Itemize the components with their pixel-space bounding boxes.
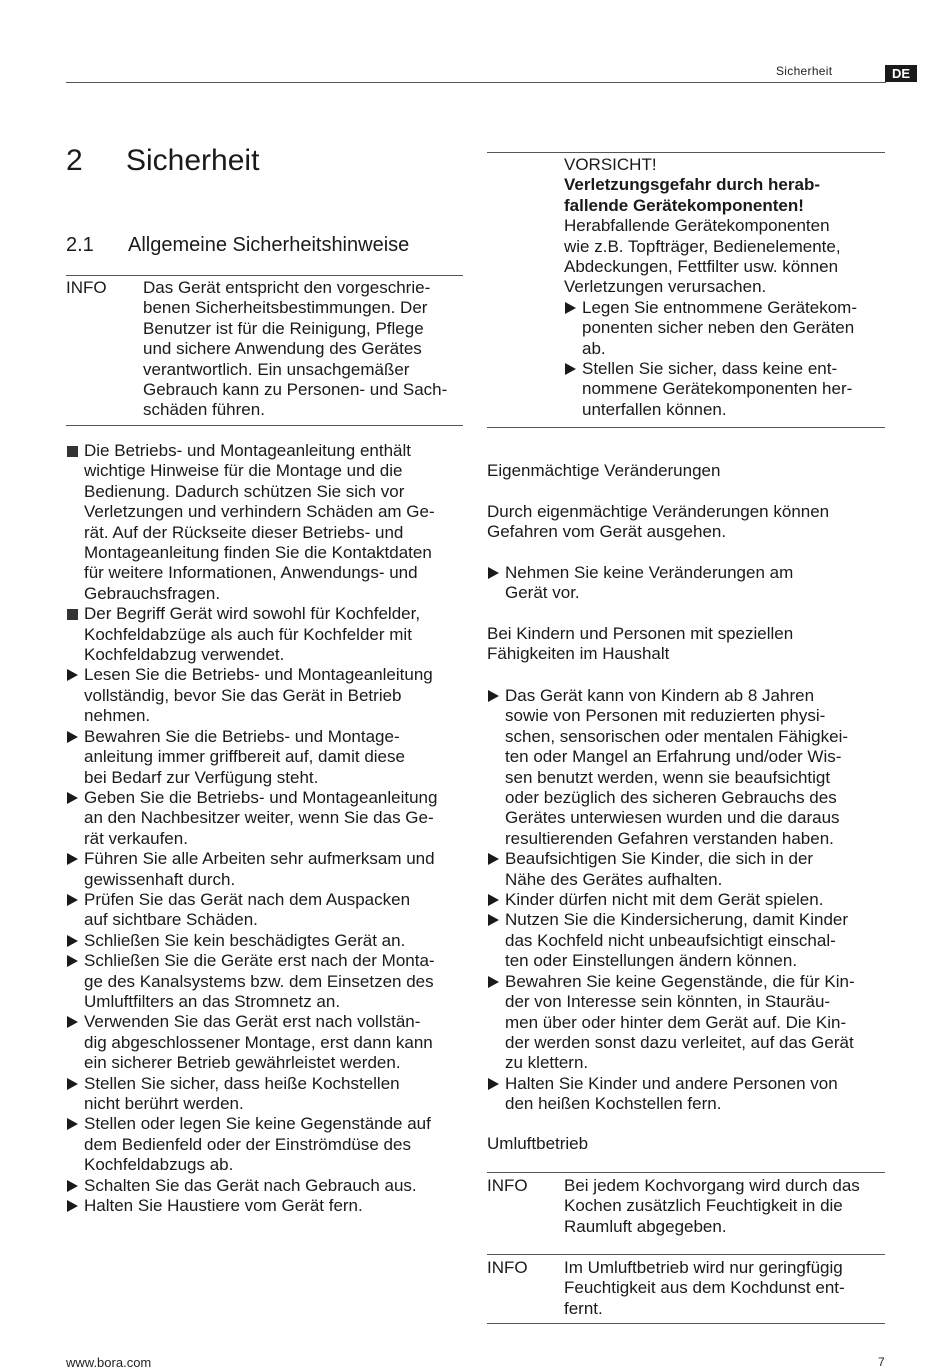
info-text (564, 1258, 885, 1323)
list-item-line: ge des Kanalsystems bzw. dem Einsetzen des (84, 971, 434, 991)
header-section-title: Sicherheit (776, 64, 833, 78)
list-item (487, 1074, 887, 1115)
caution-box (487, 152, 885, 428)
arrow-bullet-icon (67, 894, 78, 906)
info-line: verantwortlich. Ein unsachgemäßer (143, 359, 410, 379)
list-item-line: Kochfeldabzug verwendet. (84, 645, 285, 665)
arrow-bullet-icon (67, 853, 78, 865)
list-item-line: wichtige Hinweise für die Montage und die (84, 461, 403, 481)
list-item-line: Gebrauchsfragen. (84, 583, 221, 603)
list-item-line: dem Bedienfeld oder der Einströmdüse des (84, 1134, 411, 1154)
list-item-line: für weitere Informationen, Anwendungs- und (84, 563, 418, 583)
list-item-line: Kinder dürfen nicht mit dem Gerät spielen. (505, 890, 824, 910)
arrow-bullet-icon (67, 1016, 78, 1028)
list-item (66, 441, 466, 604)
info-box-recirculation-a (487, 1172, 885, 1242)
list-item (564, 359, 884, 420)
list-item-line: der werden sonst dazu verleitet, auf das Gerät (505, 1032, 854, 1052)
info-line: schäden führen. (143, 400, 265, 420)
modifications-text (487, 502, 885, 543)
list-item (66, 890, 466, 931)
list-item-line: Lesen Sie die Betriebs- und Montageanleitung (84, 665, 433, 685)
arrow-bullet-icon (488, 914, 499, 926)
list-item-line: Stellen Sie sicher, dass heiße Kochstellen (84, 1073, 400, 1093)
list-item-line: men über oder hinter dem Gerät auf. Die Kin- (505, 1012, 847, 1032)
info-label: INFO (487, 1176, 528, 1195)
list-item-line: Halten Sie Haustiere vom Gerät fern. (84, 1196, 363, 1216)
list-item-line: Stellen Sie sicher, dass keine ent- (582, 359, 838, 379)
list-item-line: Gerät vor. (505, 583, 580, 603)
square-bullet-icon (67, 609, 78, 620)
arrow-bullet-icon (488, 853, 499, 865)
list-item (66, 1114, 466, 1175)
arrow-bullet-icon (488, 976, 499, 988)
arrow-bullet-icon (488, 1078, 499, 1090)
caution-line: Verletzungen verursachen. (564, 277, 767, 297)
list-item-line: sen benutzt werden, wenn sie beaufsichtigt (505, 767, 831, 787)
list-item-line: Nähe des Gerätes aufhalten. (505, 869, 723, 889)
children-heading-line: Fähigkeiten im Haushalt (487, 644, 670, 664)
chapter-title-text: Sicherheit (126, 144, 260, 177)
list-item (487, 910, 887, 971)
list-item-line: Stellen oder legen Sie keine Gegenstände auf (84, 1114, 431, 1134)
list-item (487, 563, 885, 604)
modifications-heading: Eigenmächtige Veränderungen (487, 461, 721, 480)
list-item-line: der von Interesse sein könnten, in Stauräu- (505, 992, 831, 1012)
list-item-line: dig abgeschlossener Montage, erst dann kann (84, 1032, 433, 1052)
list-item (66, 1176, 466, 1196)
list-item-line: Geben Sie die Betriebs- und Montageanleitung (84, 787, 438, 807)
arrow-bullet-icon (488, 567, 499, 579)
list-item-line: Kochfeldabzüge als auch für Kochfelder mit (84, 624, 412, 644)
caution-actions-list (564, 298, 884, 420)
arrow-bullet-icon (67, 1180, 78, 1192)
info-box-recirculation-b (487, 1254, 885, 1324)
list-item-line: Kochfeldabzugs ab. (84, 1155, 234, 1175)
list-item-line: Das Gerät kann von Kindern ab 8 Jahren (505, 686, 815, 705)
info-line: Kochen zusätzlich Feuchtigkeit in die (564, 1196, 843, 1216)
arrow-bullet-icon (67, 1200, 78, 1212)
list-item (66, 849, 466, 890)
children-heading (487, 624, 793, 665)
list-item (66, 727, 466, 788)
list-item (487, 686, 887, 849)
chapter-title (66, 144, 259, 178)
caution-line: Abdeckungen, Fettfilter usw. können (564, 257, 839, 277)
list-item (66, 1196, 466, 1216)
list-item-line: Verwenden Sie das Gerät erst nach vollstän- (84, 1012, 421, 1032)
list-item-line: Halten Sie Kinder und andere Personen von (505, 1073, 838, 1093)
list-item-line: anleitung immer griffbereit auf, damit diese (84, 747, 405, 767)
list-item-line: Verletzungen und verhindern Schäden am Ge- (84, 502, 435, 522)
arrow-bullet-icon (488, 690, 499, 702)
info-line: Bei jedem Kochvorgang wird durch das (564, 1176, 860, 1195)
list-item-line: nicht berührt werden. (84, 1094, 244, 1113)
list-item (487, 849, 887, 890)
language-badge: DE (885, 65, 917, 82)
caution-title: VORSICHT! (564, 155, 657, 174)
section-title-text: Allgemeine Sicherheitshinweise (128, 234, 410, 256)
list-item-line: zu klettern. (505, 1053, 589, 1073)
list-item-line: an den Nachbesitzer weiter, wenn Sie das Ge- (84, 808, 434, 828)
info-line: und sichere Anwendung des Gerätes (143, 339, 422, 359)
list-item-line: Bedienung. Dadurch schützen Sie sich vor (84, 481, 405, 501)
info-line: Im Umluftbetrieb wird nur geringfügig (564, 1258, 843, 1277)
list-item-line: vollständig, bevor Sie das Gerät in Betrieb (84, 685, 402, 705)
list-item-line: Nehmen Sie keine Veränderungen am (505, 563, 794, 582)
list-item-line: Umluftfilters an das Stromnetz an. (84, 991, 341, 1011)
info-text (143, 278, 463, 425)
caution-line: wie z.B. Topfträger, Bedienelemente, (564, 236, 841, 256)
list-item-line: nehmen. (84, 706, 151, 726)
list-item-line: Die Betriebs- und Montageanleitung enthält (84, 441, 411, 460)
list-item-line: auf sichtbare Schäden. (84, 910, 258, 930)
list-item-line: das Kochfeld nicht unbeaufsichtigt einschal- (505, 930, 836, 950)
list-item-line: Prüfen Sie das Gerät nach dem Auspacken (84, 889, 411, 909)
caution-bold-line: Verletzungsgefahr durch herab- (564, 175, 820, 195)
chapter-number: 2 (66, 144, 83, 177)
children-heading-line: Bei Kindern und Personen mit speziellen (487, 624, 794, 643)
list-item (66, 665, 466, 726)
arrow-bullet-icon (67, 792, 78, 804)
square-bullet-icon (67, 446, 78, 457)
list-item-line: sowie von Personen mit reduzierten physi- (505, 706, 826, 726)
info-line: Das Gerät entspricht den vorgeschrie- (143, 278, 431, 297)
info-line: Raumluft abgegeben. (564, 1216, 727, 1236)
list-item-line: Führen Sie alle Arbeiten sehr aufmerksam und (84, 849, 435, 869)
list-item-line: rät verkaufen. (84, 828, 188, 848)
arrow-bullet-icon (67, 935, 78, 947)
list-item-line: ten oder Einstellungen ändern können. (505, 951, 798, 971)
list-item-line: ab. (582, 338, 606, 358)
list-item-line: Gerätes unterwiesen wurden und die daraus (505, 808, 840, 828)
list-item-line: unterfallen können. (582, 399, 727, 419)
arrow-bullet-icon (67, 1118, 78, 1130)
info-box-general (66, 275, 463, 426)
modifications-line: Gefahren vom Gerät ausgehen. (487, 522, 727, 542)
caution-line: Herabfallende Gerätekomponenten (564, 216, 830, 236)
list-item-line: Schließen Sie die Geräte erst nach der Monta- (84, 951, 435, 971)
list-item-line: ein sicherer Betrieb gewährleistet werden. (84, 1053, 401, 1073)
header-divider (66, 82, 886, 83)
info-text (564, 1176, 885, 1242)
arrow-bullet-icon (67, 669, 78, 681)
page-number: 7 (878, 1355, 885, 1369)
list-item-line: Schalten Sie das Gerät nach Gebrauch aus. (84, 1175, 417, 1195)
list-item (66, 951, 466, 1012)
list-item (564, 298, 884, 359)
list-item-line: Montageanleitung finden Sie die Kontaktdaten (84, 543, 432, 563)
info-line: Gebrauch kann zu Personen- und Sach- (143, 380, 448, 400)
arrow-bullet-icon (565, 363, 576, 375)
section-number: 2.1 (66, 234, 94, 256)
footer-url: www.bora.com (66, 1355, 152, 1370)
list-item-line: ten oder Mangel an Erfahrung und/oder Wis- (505, 747, 842, 767)
list-item (487, 890, 887, 910)
list-item-line: ponenten sicher neben den Geräten (582, 318, 855, 338)
info-line: fernt. (564, 1298, 603, 1318)
caution-bold-line: fallende Gerätekomponenten! (564, 195, 804, 215)
section-title (66, 234, 409, 257)
list-item-line: resultierenden Gefahren verstanden haben. (505, 828, 834, 848)
list-item-line: Nutzen Sie die Kindersicherung, damit Kinder (505, 910, 849, 930)
safety-instructions-list (66, 441, 466, 1216)
recirculation-heading: Umluftbetrieb (487, 1134, 589, 1153)
list-item-line: schen, sensorischen oder mentalen Fähigkei- (505, 726, 849, 746)
list-item (66, 604, 466, 665)
list-item-line: den heißen Kochstellen fern. (505, 1094, 722, 1114)
list-item-line: Beaufsichtigen Sie Kinder, die sich in der (505, 849, 814, 869)
list-item-line: Der Begriff Gerät wird sowohl für Kochfelder, (84, 604, 421, 624)
list-item-line: Bewahren Sie die Betriebs- und Montage- (84, 726, 400, 746)
info-line: Benutzer ist für die Reinigung, Pflege (143, 318, 424, 338)
info-label: INFO (66, 278, 107, 297)
list-item-line: nommene Gerätekomponenten her- (582, 379, 853, 399)
info-label: INFO (487, 1258, 528, 1277)
arrow-bullet-icon (67, 955, 78, 967)
arrow-bullet-icon (67, 731, 78, 743)
list-item-line: gewissenhaft durch. (84, 869, 236, 889)
modifications-line: Durch eigenmächtige Veränderungen können (487, 502, 830, 521)
info-line: benen Sicherheitsbestimmungen. Der (143, 298, 428, 318)
list-item-line: rät. Auf der Rückseite dieser Betriebs- und (84, 522, 404, 542)
arrow-bullet-icon (67, 1078, 78, 1090)
list-item (66, 931, 466, 951)
list-item (487, 972, 887, 1074)
list-item (66, 1074, 466, 1115)
arrow-bullet-icon (488, 894, 499, 906)
list-item-line: oder bezüglich des sicheren Gebrauchs des (505, 788, 837, 808)
list-item (66, 788, 466, 849)
list-item (66, 1012, 466, 1073)
info-line: Feuchtigkeit aus dem Kochdunst ent- (564, 1278, 845, 1298)
list-item-line: Schließen Sie kein beschädigtes Gerät an. (84, 930, 406, 950)
arrow-bullet-icon (565, 302, 576, 314)
list-item-line: bei Bedarf zur Verfügung steht. (84, 767, 319, 787)
children-list (487, 686, 887, 1115)
modifications-list (487, 563, 885, 604)
list-item-line: Legen Sie entnommene Gerätekom- (582, 297, 857, 317)
list-item-line: Bewahren Sie keine Gegenstände, die für Kin- (505, 971, 855, 991)
